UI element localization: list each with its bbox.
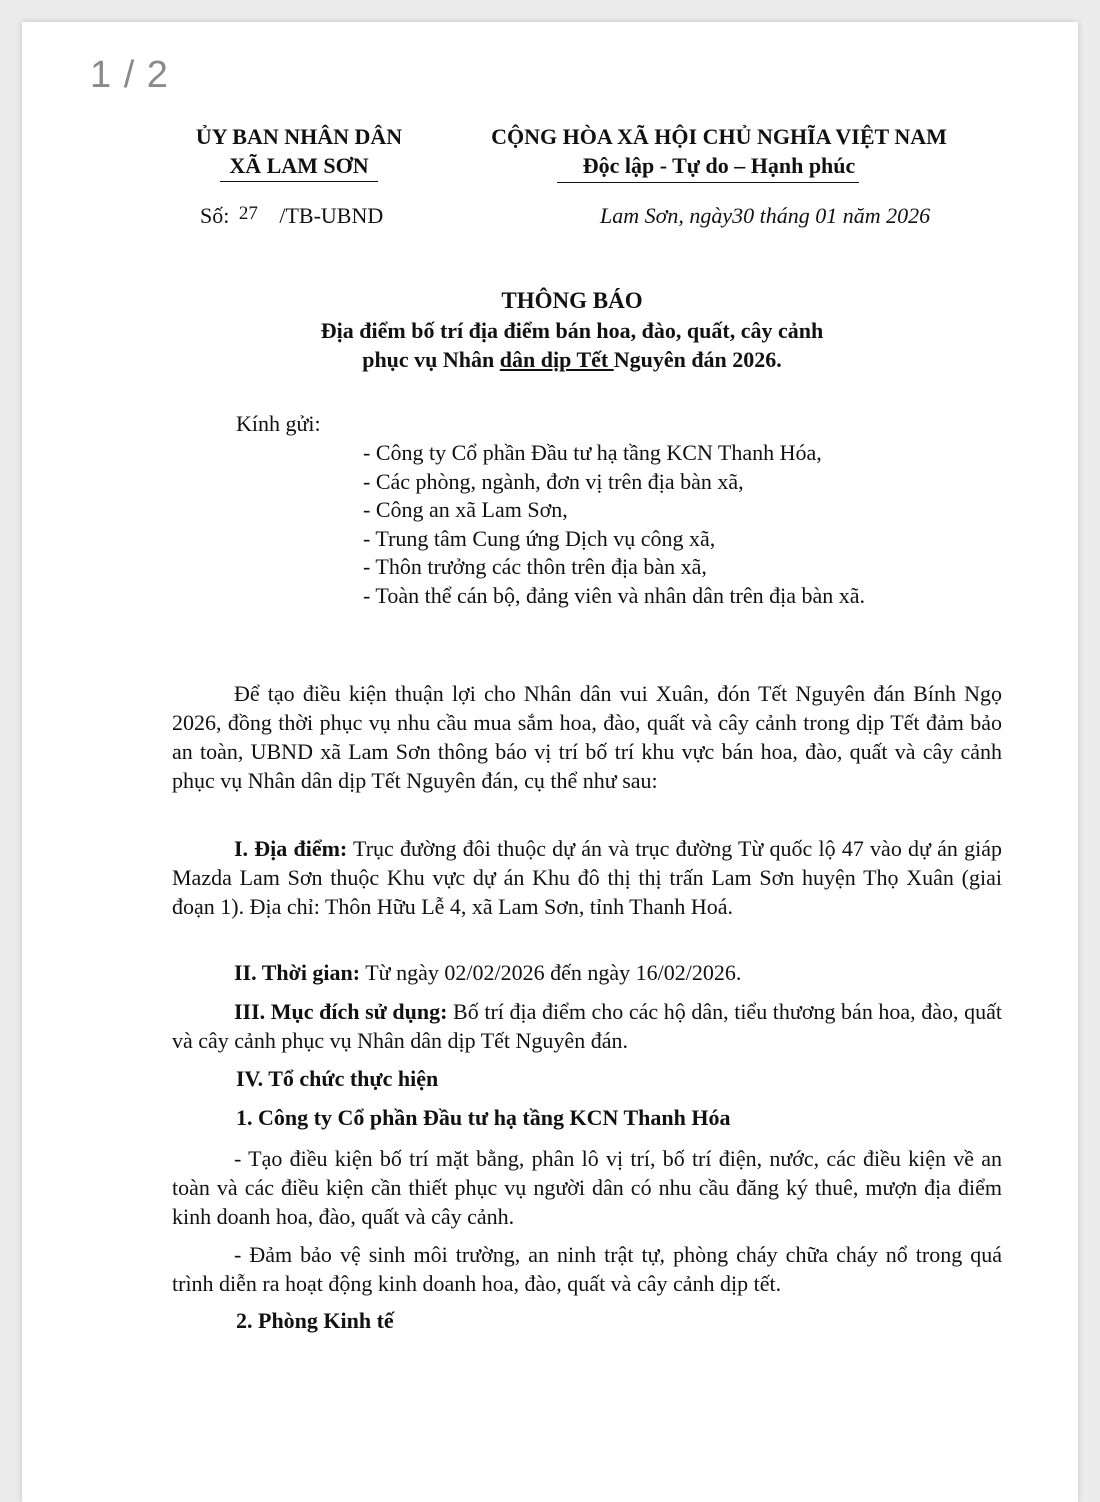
recipients-label: Kính gửi: [236,411,321,436]
subsection-company-heading: 1. Công ty Cổ phần Đầu tư hạ tầng KCN Thanh Hóa [236,1105,731,1130]
issuer-underline [220,181,378,182]
subtitle-part-c: Nguyên đán 2026. [613,347,782,372]
section-implementation-heading: IV. Tổ chức thực hiện [236,1066,439,1091]
number-prefix: Số: [200,203,230,228]
section-purpose-label: III. Mục đích sử dụng: [234,999,448,1024]
company-duty-2: - Đảm bảo vệ sinh môi trường, an ninh trật tự, phòng cháy chữa cháy nổ trong quá trình diễn ra hoạt động kinh doanh hoa, đào, quất và cây cảnh dịp tết. [172,1242,1002,1296]
section-time [172,958,1002,987]
section-location-label: I. Địa điểm: [234,836,348,861]
company-duty-1: - Tạo điều kiện bố trí mặt bằng, phân lô vị trí, bố trí điện, nước, các điều kiện về an toàn và các điều kiện cần thiết phục vụ người dân có nhu cầu đăng ký thuê, mượn địa điểm kinh doanh hoa, đào, quất và cây cảnh. [172,1146,1002,1229]
section-time-text: Từ ngày 02/02/2026 đến ngày 16/02/2026. [360,960,742,985]
recipient-item: - Các phòng, ngành, đơn vị trên địa bàn xã, [363,469,744,494]
recipient-item: - Toàn thể cán bộ, đảng viên và nhân dân trên địa bàn xã. [363,583,866,608]
subtitle-part-b: dân dịp Tết [499,347,614,372]
section-purpose-text: Bố trí địa điểm cho các hộ dân, tiểu thương bán hoa, đào, quất và cây cảnh phục vụ Nhân dân dịp Tết Nguyên đán. [172,999,1003,1053]
notice-subtitle-1: Địa điểm bố trí địa điểm bán hoa, đào, quất, cây cảnh [320,318,824,343]
national-motto: Độc lập - Tự do – Hạnh phúc [582,153,856,178]
notice-title: THÔNG BÁO [501,288,643,313]
section-purpose [172,997,1002,1055]
recipient-item: - Thôn trưởng các thôn trên địa bàn xã, [363,554,707,579]
national-title: CỘNG HÒA XÃ HỘI CHỦ NGHĨA VIỆT NAM [491,124,947,149]
subsection-economy-heading: 2. Phòng Kinh tế [236,1308,394,1333]
recipient-item: - Công an xã Lam Sơn, [363,497,568,522]
number-suffix: /TB-UBND [279,203,384,228]
number-value: 27 [238,203,258,224]
motto-underline [557,182,859,183]
recipient-item: - Công ty Cổ phần Đầu tư hạ tầng KCN Thanh Hóa, [363,440,822,465]
issuer-commune: XÃ LAM SƠN [229,153,369,178]
place-date: Lam Sơn, ngày30 tháng 01 năm 2026 [600,203,931,228]
page-indicator: 1 / 2 [72,46,187,104]
intro-paragraph: Để tạo điều kiện thuận lợi cho Nhân dân vui Xuân, đón Tết Nguyên đán Bính Ngọ 2026, đồng thời phục vụ nhu cầu mua sắm hoa, đào, quất và cây cảnh trong dịp Tết đảm bảo an toàn, UBND xã Lam Sơn thông báo vị trí bố trí khu vực bán hoa, đào, quất và cây cảnh phục vụ Nhân dân dịp Tết Nguyên đán, cụ thể như sau: [172,681,1002,793]
issuer-name: ỦY BAN NHÂN DÂN [195,124,403,149]
section-location [172,834,1002,921]
document-number [200,203,383,229]
section-location-text: Trục đường đôi thuộc dự án và trục đường Từ quốc lộ 47 vào dự án giáp Mazda Lam Sơn thuộc Khu vực dự án Khu đô thị thị trấn Lam Sơn huyện Thọ Xuân (giai đoạn 1). Địa chỉ: Thôn Hữu Lễ 4, xã Lam Sơn, tỉnh Thanh Hoá. [172,836,1002,919]
subtitle-part-a: phục vụ Nhân [362,347,500,372]
notice-subtitle-2 [172,347,972,373]
recipient-item: - Trung tâm Cung ứng Dịch vụ công xã, [363,526,716,551]
section-time-label: II. Thời gian: [234,960,361,985]
